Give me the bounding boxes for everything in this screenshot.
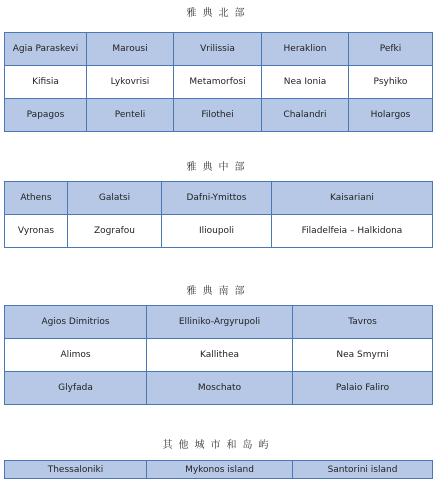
table-cell: Agia Paraskevi	[5, 33, 87, 66]
table-cell: Chalandri	[262, 99, 349, 132]
table-row	[5, 182, 433, 215]
table-cell: Dafni-Ymittos	[162, 182, 272, 215]
table-cell: Vyronas	[5, 215, 68, 248]
table-cell: Heraklion	[262, 33, 349, 66]
table-cell: Pefki	[349, 33, 433, 66]
table-row	[5, 306, 433, 339]
table-row	[5, 372, 433, 405]
table-cell: Agios Dimitrios	[5, 306, 147, 339]
table-cell: Filothei	[174, 99, 262, 132]
table-cell: Psyhiko	[349, 66, 433, 99]
table-row	[5, 99, 433, 132]
section-title-south: 雅典南部	[186, 286, 251, 297]
table-cell: Tavros	[293, 306, 433, 339]
section-title-other: 其他城市和岛屿	[162, 440, 275, 451]
table-cell: Kaisariani	[272, 182, 433, 215]
table-cell: Glyfada	[5, 372, 147, 405]
table-cell: Papagos	[5, 99, 87, 132]
table-cell: Holargos	[349, 99, 433, 132]
table-cell: Mykonos island	[147, 461, 293, 479]
table-cell: Penteli	[87, 99, 174, 132]
table-row	[5, 33, 433, 66]
table-cell: Moschato	[147, 372, 293, 405]
table-cell: Galatsi	[68, 182, 162, 215]
section-title-north: 雅典北部	[186, 8, 251, 19]
table-row	[5, 339, 433, 372]
table-row	[5, 66, 433, 99]
table-cell: Zografou	[68, 215, 162, 248]
table-row	[5, 461, 433, 479]
table-south	[4, 305, 433, 405]
table-cell: Vrilissia	[174, 33, 262, 66]
table-row	[5, 215, 433, 248]
table-other	[4, 460, 433, 479]
table-cell: Palaio Faliro	[293, 372, 433, 405]
table-cell: Marousi	[87, 33, 174, 66]
table-cell: Alimos	[5, 339, 147, 372]
table-cell: Ilioupoli	[162, 215, 272, 248]
table-cell: Elliniko-Argyrupoli	[147, 306, 293, 339]
table-cell: Filadelfeia – Halkidona	[272, 215, 433, 248]
table-cell: Lykovrisi	[87, 66, 174, 99]
table-cell: Metamorfosi	[174, 66, 262, 99]
table-cell: Kallithea	[147, 339, 293, 372]
table-cell: Kifisia	[5, 66, 87, 99]
table-cell: Santorini island	[293, 461, 433, 479]
table-central	[4, 181, 433, 248]
table-cell: Nea Ionia	[262, 66, 349, 99]
section-title-central: 雅典中部	[186, 162, 251, 173]
table-cell: Thessaloniki	[5, 461, 147, 479]
table-north	[4, 32, 433, 132]
table-cell: Nea Smyrni	[293, 339, 433, 372]
table-cell: Athens	[5, 182, 68, 215]
